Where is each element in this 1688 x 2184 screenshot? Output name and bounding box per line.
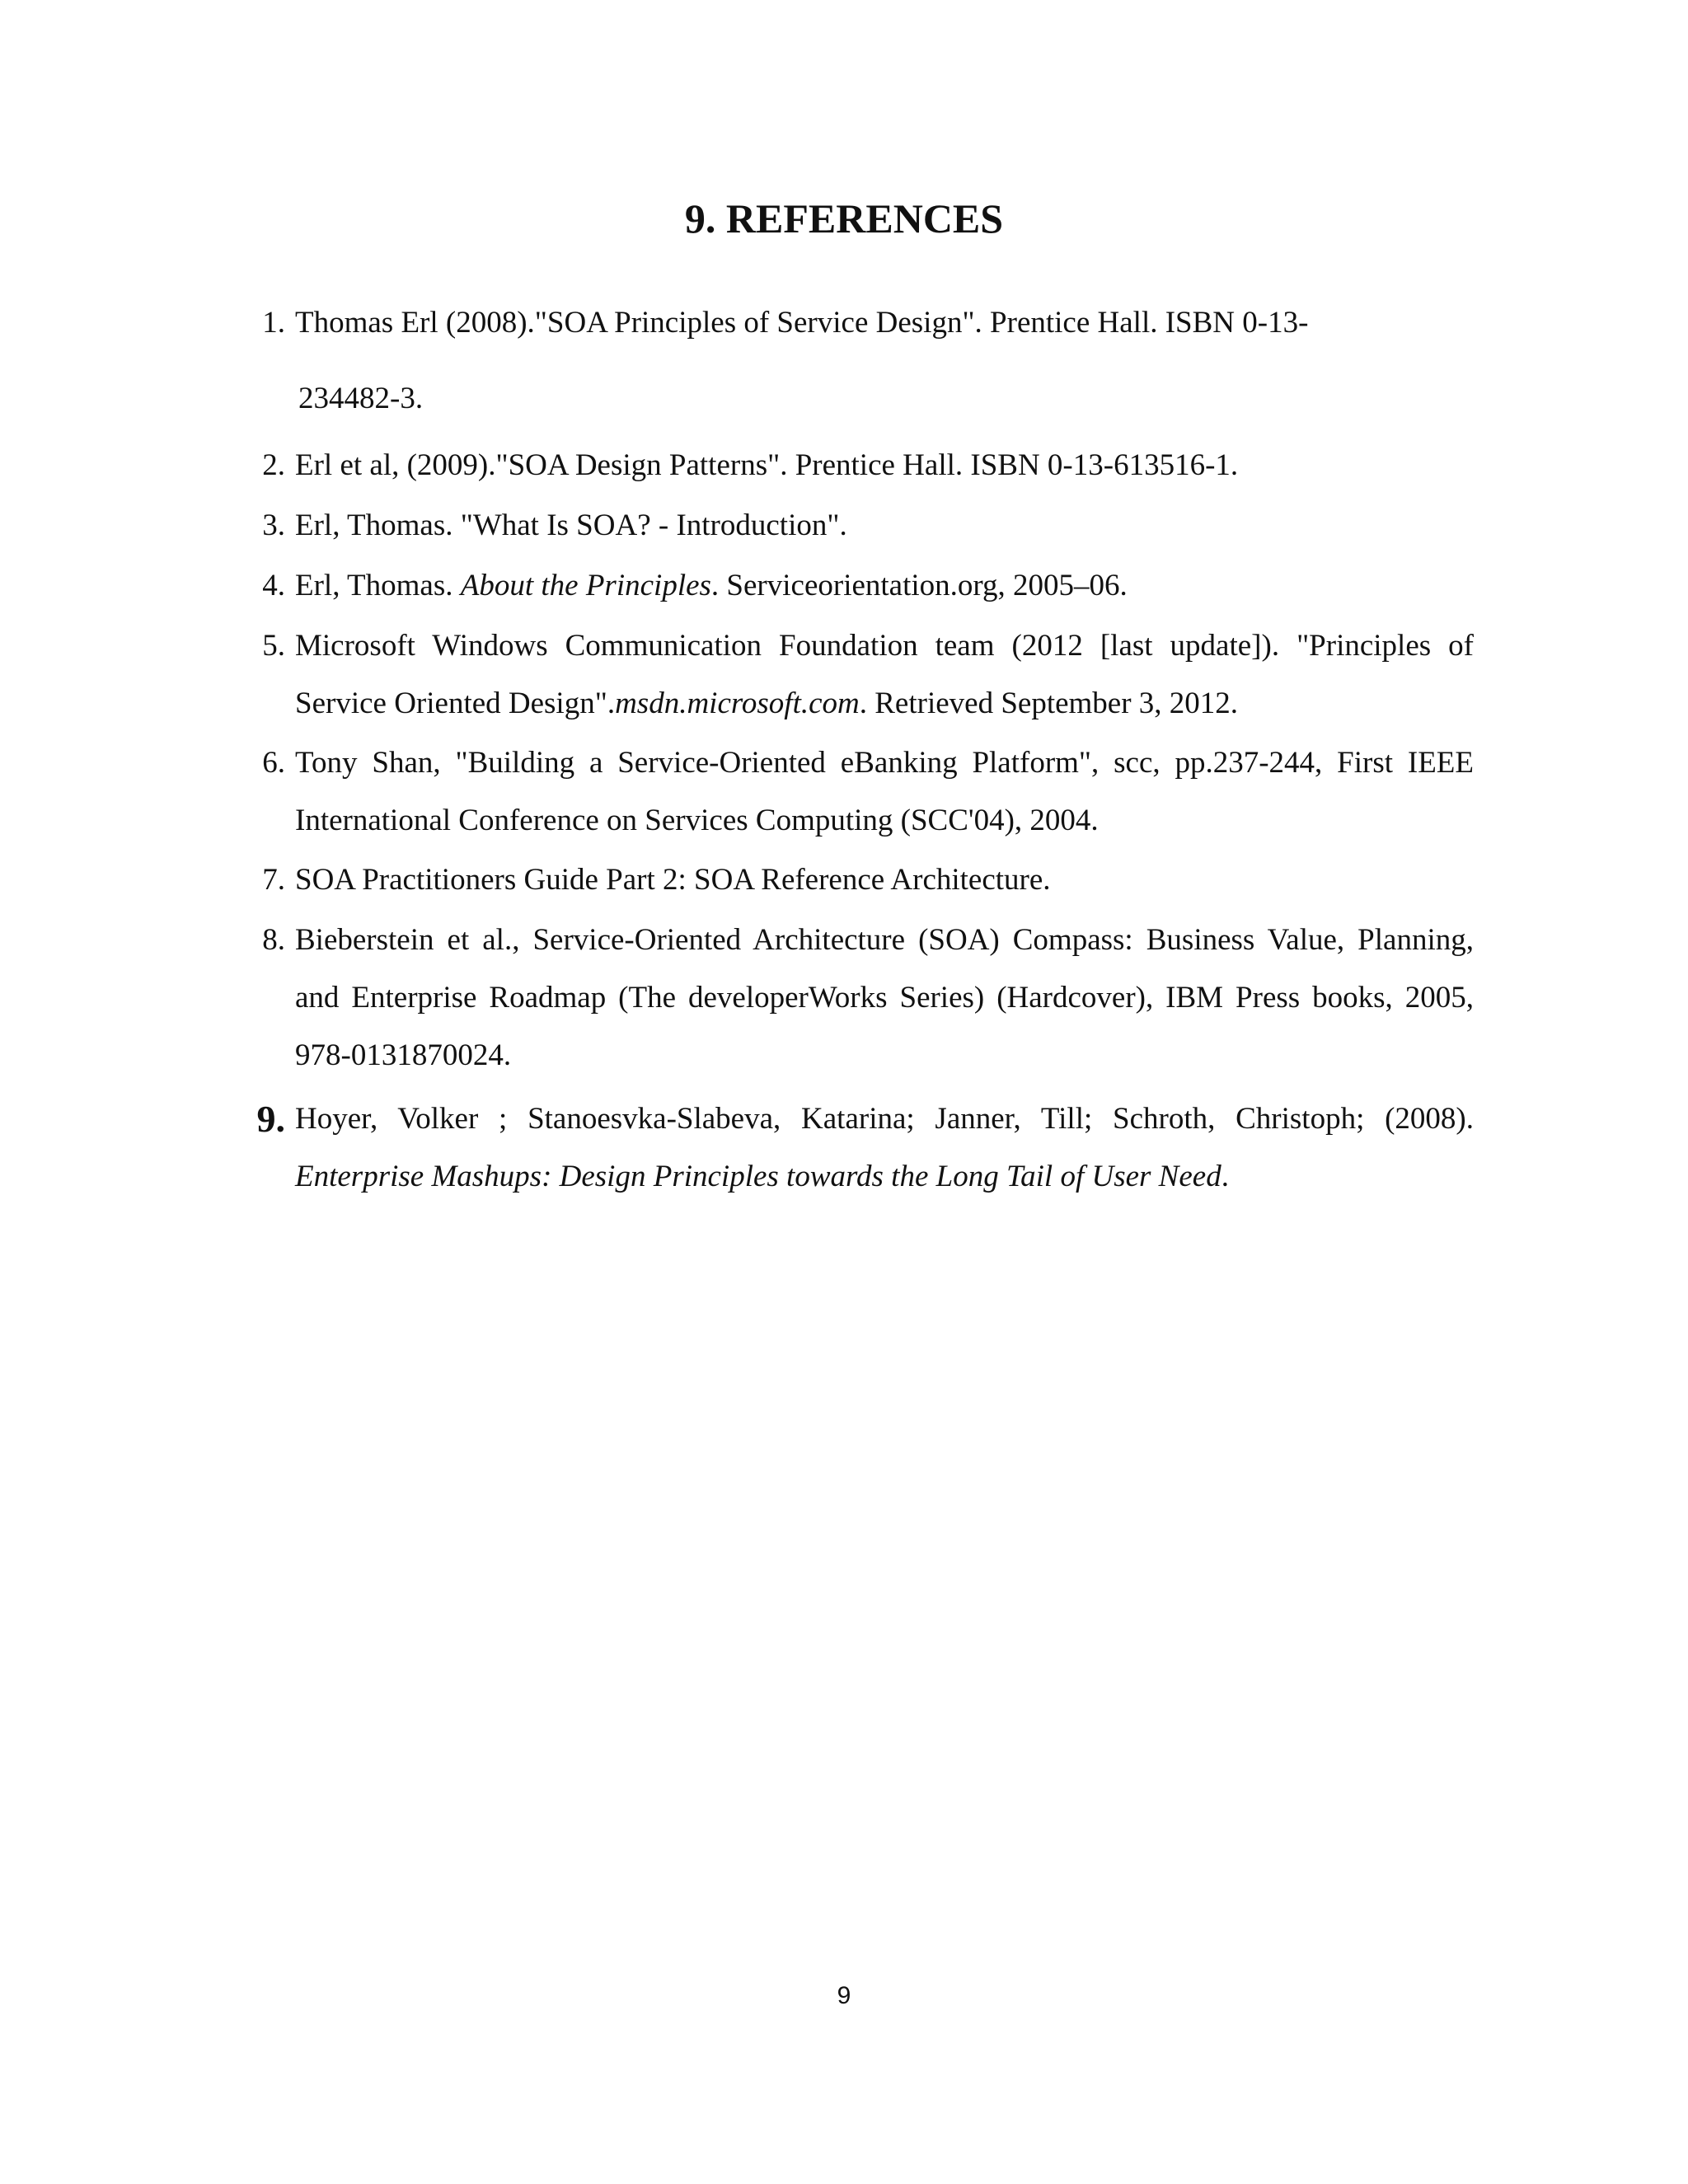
reference-text-plain: . Serviceorientation.org, 2005–06.	[710, 569, 1128, 602]
reference-item	[244, 285, 1474, 437]
reference-text-plain: Microsoft Windows Communication Foundation team (2012 [last update]). "Principles of Service Oriented Design".	[295, 629, 1474, 720]
reference-number: 7.	[262, 863, 285, 897]
reference-text: Tony Shan, "Building a Service-Oriented eBanking Platform", scc, pp.237-244, First IEEE International Conference on Services Computing (SCC'04), 2004.	[295, 746, 1474, 837]
reference-text	[295, 617, 1474, 733]
reference-text	[295, 285, 1474, 437]
reference-title-italic: Enterprise Mashups: Design Principles towards the Long Tail of User Need	[295, 1160, 1221, 1193]
reference-text: Erl et al, (2009)."SOA Design Patterns". Prentice Hall. ISBN 0-13-613516-1.	[295, 448, 1239, 482]
reference-line: Thomas Erl (2008)."SOA Principles of Service Design". Prentice Hall. ISBN 0-13-	[295, 306, 1309, 340]
page-number: 9	[837, 1982, 851, 2009]
reference-text-plain: Erl, Thomas.	[295, 569, 461, 602]
reference-number: 2.	[262, 448, 285, 482]
reference-title-italic: About the Principles	[460, 569, 711, 602]
reference-number: 5.	[262, 629, 285, 663]
reference-number: 9.	[256, 1098, 285, 1140]
reference-item	[244, 437, 1474, 494]
reference-number: 1.	[262, 306, 285, 340]
reference-item	[244, 734, 1474, 850]
reference-text-plain: Hoyer, Volker ; Stanoesvka-Slabeva, Katarina; Janner, Till; Schroth, Christoph; (2008).	[295, 1102, 1474, 1136]
page-title: 9. REFERENCES	[684, 195, 1004, 241]
reference-number: 4.	[262, 569, 285, 602]
reference-text: SOA Practitioners Guide Part 2: SOA Reference Architecture.	[295, 863, 1051, 897]
reference-text-plain: . Retrieved September 3, 2012.	[859, 687, 1239, 720]
reference-number: 8.	[262, 923, 285, 957]
reference-item	[244, 851, 1474, 909]
reference-item	[244, 557, 1474, 615]
reference-number: 6.	[262, 746, 285, 780]
reference-line-continued: 234482-3.	[298, 382, 424, 415]
reference-item	[244, 617, 1474, 733]
reference-text	[295, 1090, 1474, 1206]
reference-number: 3.	[262, 509, 285, 542]
reference-item	[244, 912, 1474, 1085]
reference-text	[295, 557, 1474, 615]
reference-item	[244, 497, 1474, 555]
reference-source-italic: msdn.microsoft.com	[615, 687, 860, 720]
reference-text-plain: .	[1221, 1160, 1229, 1193]
reference-text: Bieberstein et al., Service-Oriented Architecture (SOA) Compass: Business Value, Planning, and Enterprise Roadmap (The developerWorks Series) (Hardcover), IBM Press books, 2005, 978-0131870024.	[295, 923, 1474, 1072]
reference-item	[244, 1090, 1474, 1206]
reference-text: Erl, Thomas. "What Is SOA? - Introduction".	[295, 509, 847, 542]
